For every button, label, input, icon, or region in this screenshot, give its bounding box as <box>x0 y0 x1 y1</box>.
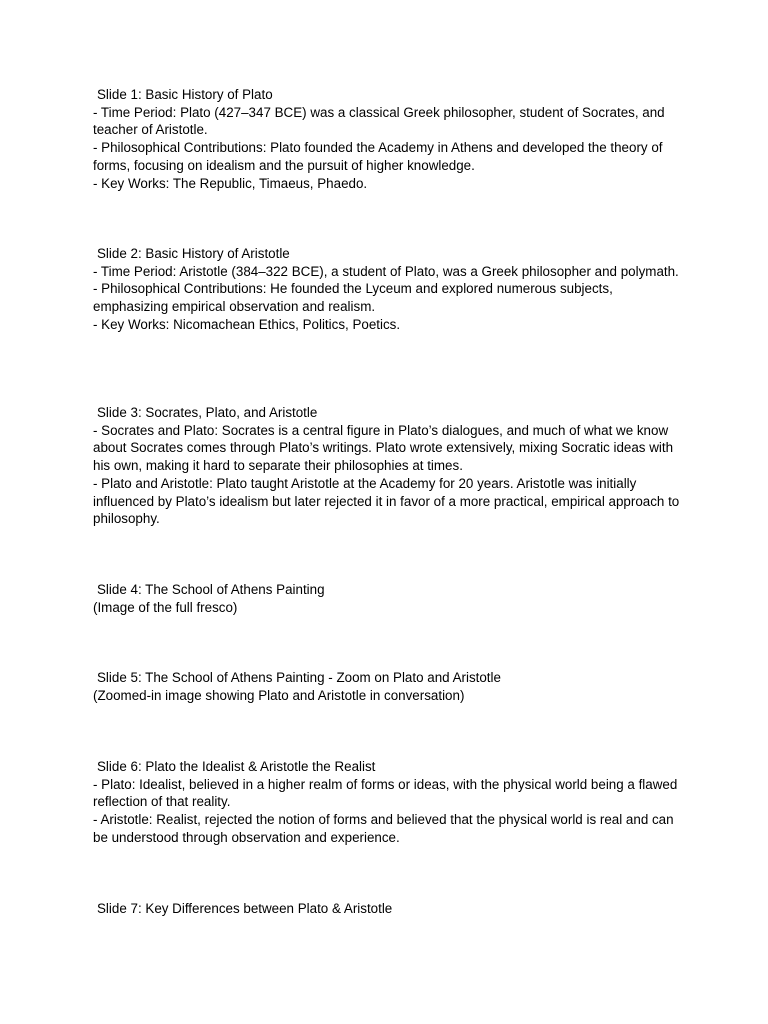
slide-5-image-note: (Zoomed-in image showing Plato and Aristotle in conversation) <box>93 687 465 703</box>
slide-2-section <box>93 245 683 334</box>
slide-3-socrates-plato: - Socrates and Plato: Socrates is a central figure in Plato’s dialogues, and much of what we know about Socrates comes through Plato’s writings. Plato wrote extensively, mixing Socratic ideas with his own, making it hard to separate their philosophies at times. <box>93 422 674 474</box>
slide-4-image-note: (Image of the full fresco) <box>93 599 238 615</box>
slide-1-title: Slide 1: Basic History of Plato <box>97 87 273 102</box>
slide-3-section <box>93 404 683 528</box>
slide-2-title: Slide 2: Basic History of Aristotle <box>97 246 290 261</box>
slide-4-title: Slide 4: The School of Athens Painting <box>97 582 325 597</box>
slide-1-key-works: - Key Works: The Republic, Timaeus, Phaedo. <box>93 175 368 191</box>
slide-6-title: Slide 6: Plato the Idealist & Aristotle the Realist <box>97 759 376 774</box>
slide-6-plato: - Plato: Idealist, believed in a higher realm of forms or ideas, with the physical world being a flawed reflection of that reality. <box>93 776 678 810</box>
slide-1-section <box>93 86 683 192</box>
slide-2-key-works: - Key Works: Nicomachean Ethics, Politics, Poetics. <box>93 316 401 332</box>
slide-6-aristotle: - Aristotle: Realist, rejected the notion of forms and believed that the physical world is real and can be understood through observation and experience. <box>93 812 674 845</box>
slide-7-section <box>93 900 392 918</box>
slide-5-section <box>93 669 501 704</box>
slide-4-section <box>93 581 325 616</box>
slide-3-title: Slide 3: Socrates, Plato, and Aristotle <box>97 405 318 420</box>
slide-1-time-period: - Time Period: Plato (427–347 BCE) was a classical Greek philosopher, student of Socrates, and teacher of Aristotle. <box>93 104 665 138</box>
slide-6-section <box>93 758 683 847</box>
slide-1-contributions: - Philosophical Contributions: Plato founded the Academy in Athens and developed the theory of forms, focusing on idealism and the pursuit of higher knowledge. <box>93 140 663 173</box>
slide-5-title: Slide 5: The School of Athens Painting - Zoom on Plato and Aristotle <box>97 670 501 685</box>
slide-2-time-period: - Time Period: Aristotle (384–322 BCE), a student of Plato, was a Greek philosopher and polymath. <box>93 263 679 279</box>
slide-3-plato-aristotle: - Plato and Aristotle: Plato taught Aristotle at the Academy for 20 years. Aristotle was initially influenced by Plato’s idealism but later rejected it in favor of a more practical, empirical approach to philosophy. <box>93 475 680 527</box>
slide-7-title: Slide 7: Key Differences between Plato & Aristotle <box>97 901 393 916</box>
slide-2-contributions: - Philosophical Contributions: He founded the Lyceum and explored numerous subjects, emphasizing empirical observation and realism. <box>93 281 613 315</box>
